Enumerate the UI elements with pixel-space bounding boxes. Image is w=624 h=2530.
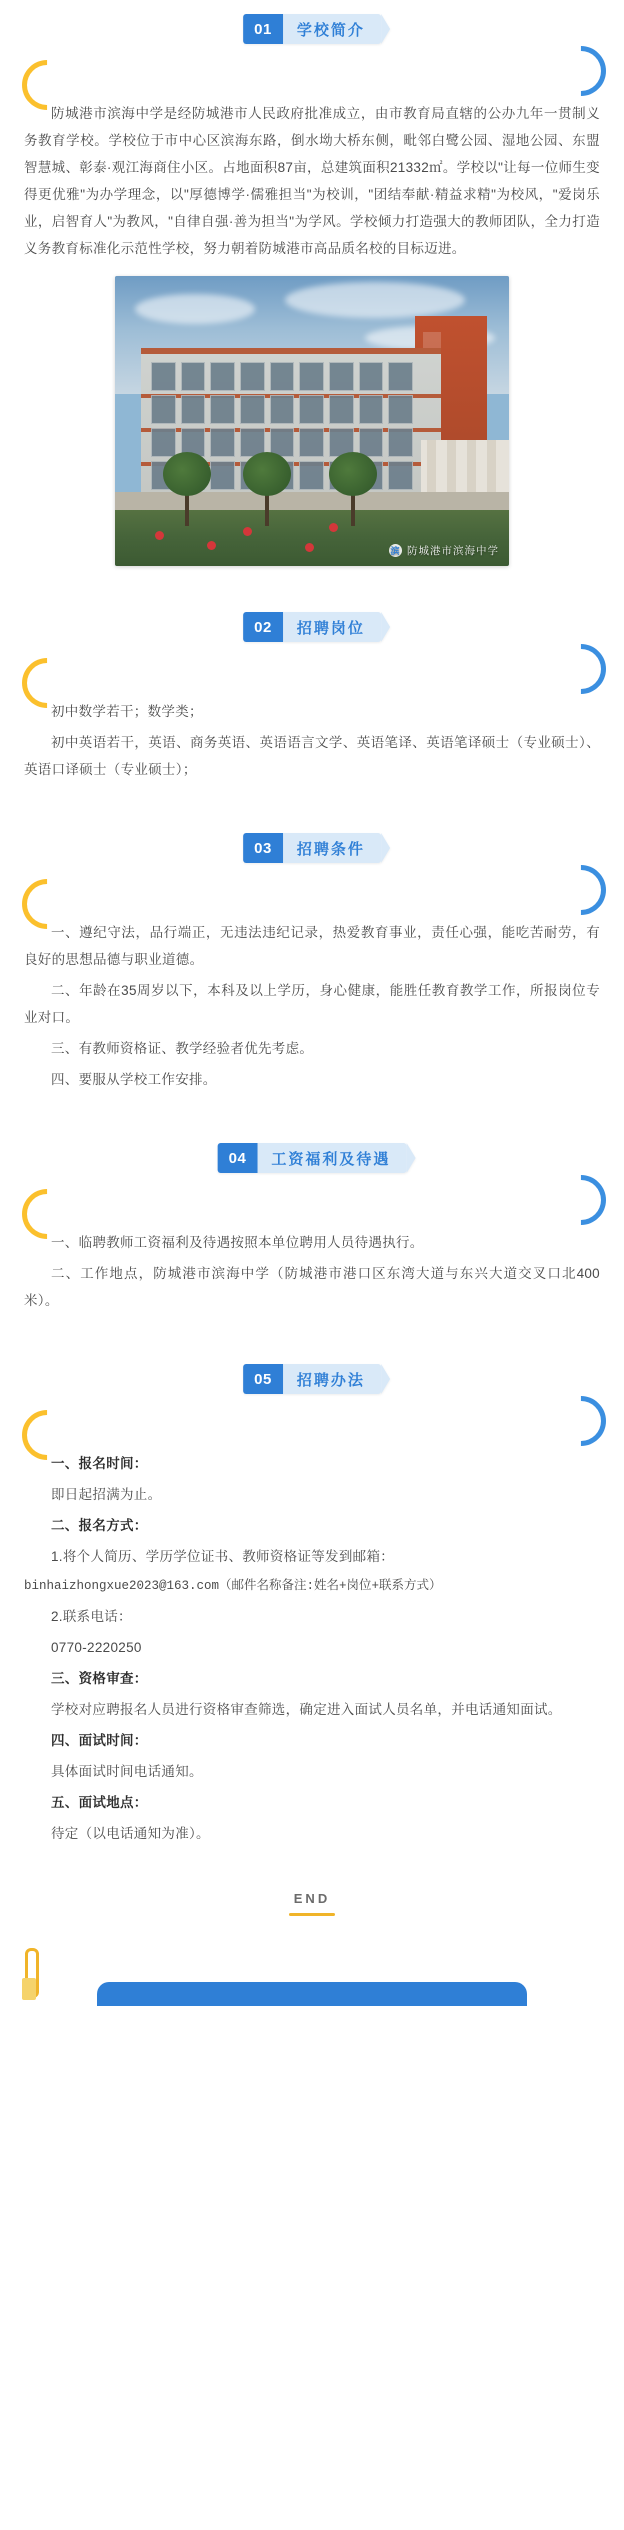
section-header-03	[0, 819, 624, 885]
section-title-02: 招聘岗位	[283, 612, 381, 642]
section-body-05	[0, 1450, 624, 1847]
subsection-heading: 四、面试时间：	[51, 1733, 148, 1748]
section-title-03: 招聘条件	[283, 833, 381, 863]
watermark-text: 防城港市滨海中学	[407, 545, 499, 557]
section-body-01	[0, 100, 624, 262]
photo-tree	[351, 478, 355, 526]
section-number-02: 02	[243, 612, 283, 642]
paragraph: 初中数学若干；数学类；	[51, 704, 203, 719]
paragraph: 一、遵纪守法，品行端正，无违法违纪记录，热爱教育事业，责任心强，能吃苦耐劳，有良好的思想品德与职业道德。	[24, 925, 600, 967]
paragraph: 一、临聘教师工资福利及待遇按照本单位聘用人员待遇执行。	[51, 1235, 424, 1250]
section-body-04	[0, 1229, 624, 1314]
section-header-05	[0, 1350, 624, 1416]
subsection-heading: 二、报名方式：	[51, 1518, 148, 1533]
photo-flower	[155, 531, 164, 540]
photo-cloud	[135, 294, 255, 324]
end-mark	[0, 1851, 624, 1916]
paragraph: 防城港市滨海中学是经防城港市人民政府批准成立，由市教育局直辖的公办九年一贯制义务教育学校。学校位于市中心区滨海东路，倒水坳大桥东侧，毗邻白鹭公园、湿地公园、东盟智慧城、彰泰·观江海商住小区。占地面积87亩，总建筑面积21332㎡。学校以"让每一位师生变得更优雅"为办学理念，以"厚德博学·儒雅担当"为校训，"团结奉献·精益求精"为校风，"爱岗乐业，启智育人"为教风，"自律自强·善为担当"为学风。学校倾力打造强大的教师团队，全力打造义务教育标准化示范性学校，努力朝着防城港市高品质名校的目标迈进。	[24, 106, 600, 256]
section-title-04: 工资福利及待遇	[257, 1143, 406, 1173]
subsection-heading: 一、报名时间：	[51, 1456, 148, 1471]
paragraph: 学校对应聘报名人员进行资格审查筛选，确定进入面试人员名单，并电话通知面试。	[51, 1702, 562, 1717]
section-body-02	[0, 698, 624, 783]
section-badge-04	[218, 1143, 407, 1173]
photo-flower	[329, 523, 338, 532]
section-badge-02	[243, 612, 381, 642]
photo-flower	[207, 541, 216, 550]
photo-watermark	[389, 543, 499, 558]
phone-line: 0770-2220250	[51, 1640, 142, 1655]
section-number-05: 05	[243, 1364, 283, 1394]
photo-flower	[305, 543, 314, 552]
paragraph: 1.将个人简历、学历学位证书、教师资格证等发到邮箱：	[51, 1549, 395, 1564]
section-badge-03	[243, 833, 381, 863]
photo-path	[115, 492, 509, 510]
photo-flower	[243, 527, 252, 536]
subsection-heading: 五、面试地点：	[51, 1795, 148, 1810]
photo-tree	[265, 478, 269, 526]
paragraph: 四、要服从学校工作安排。	[51, 1072, 217, 1087]
section-header-04	[0, 1129, 624, 1195]
footer-decoration	[0, 1942, 624, 2006]
end-label: END	[293, 1891, 331, 1906]
email-line: binhaizhongxue2023@163.com（邮件名称备注:姓名+岗位+联系方式）	[24, 1579, 442, 1593]
decor-row-05	[0, 1416, 624, 1450]
photo-tree	[185, 478, 189, 526]
decor-row-04	[0, 1195, 624, 1229]
subsection-heading: 三、资格审查：	[51, 1671, 148, 1686]
paragraph: 待定（以电话通知为准）。	[51, 1826, 210, 1841]
section-number-04: 04	[218, 1143, 258, 1173]
section-number-03: 03	[243, 833, 283, 863]
section-header-01	[0, 0, 624, 66]
paragraph: 二、年龄在35周岁以下，本科及以上学历，身心健康，能胜任教育教学工作，所报岗位专业对口。	[24, 983, 600, 1025]
section-title-01: 学校简介	[283, 14, 381, 44]
photo-cloud	[285, 282, 465, 318]
decor-row-01	[0, 66, 624, 100]
section-body-03	[0, 919, 624, 1093]
end-underline	[289, 1913, 335, 1916]
decor-row-03	[0, 885, 624, 919]
decor-row-02	[0, 664, 624, 698]
section-title-05: 招聘办法	[283, 1364, 381, 1394]
paperclip-icon	[18, 1948, 40, 2004]
paragraph: 即日起招满为止。	[51, 1487, 162, 1502]
section-badge-01	[243, 14, 381, 44]
section-badge-05	[243, 1364, 381, 1394]
paragraph: 2.联系电话：	[51, 1609, 132, 1624]
school-photo	[115, 276, 509, 566]
paragraph: 三、有教师资格证、教学经验者优先考虑。	[51, 1041, 314, 1056]
footer-bar	[97, 1982, 527, 2006]
paragraph: 二、工作地点，防城港市滨海中学（防城港市港口区东湾大道与东兴大道交叉口北400米）。	[24, 1266, 600, 1308]
watermark-badge-icon: 滨	[390, 546, 401, 556]
section-number-01: 01	[243, 14, 283, 44]
paragraph: 初中英语若干，英语、商务英语、英语语言文学、英语笔译、英语笔译硕士（专业硕士）、英语口译硕士（专业硕士）；	[24, 735, 600, 777]
paragraph: 具体面试时间电话通知。	[51, 1764, 203, 1779]
section-header-02	[0, 598, 624, 664]
